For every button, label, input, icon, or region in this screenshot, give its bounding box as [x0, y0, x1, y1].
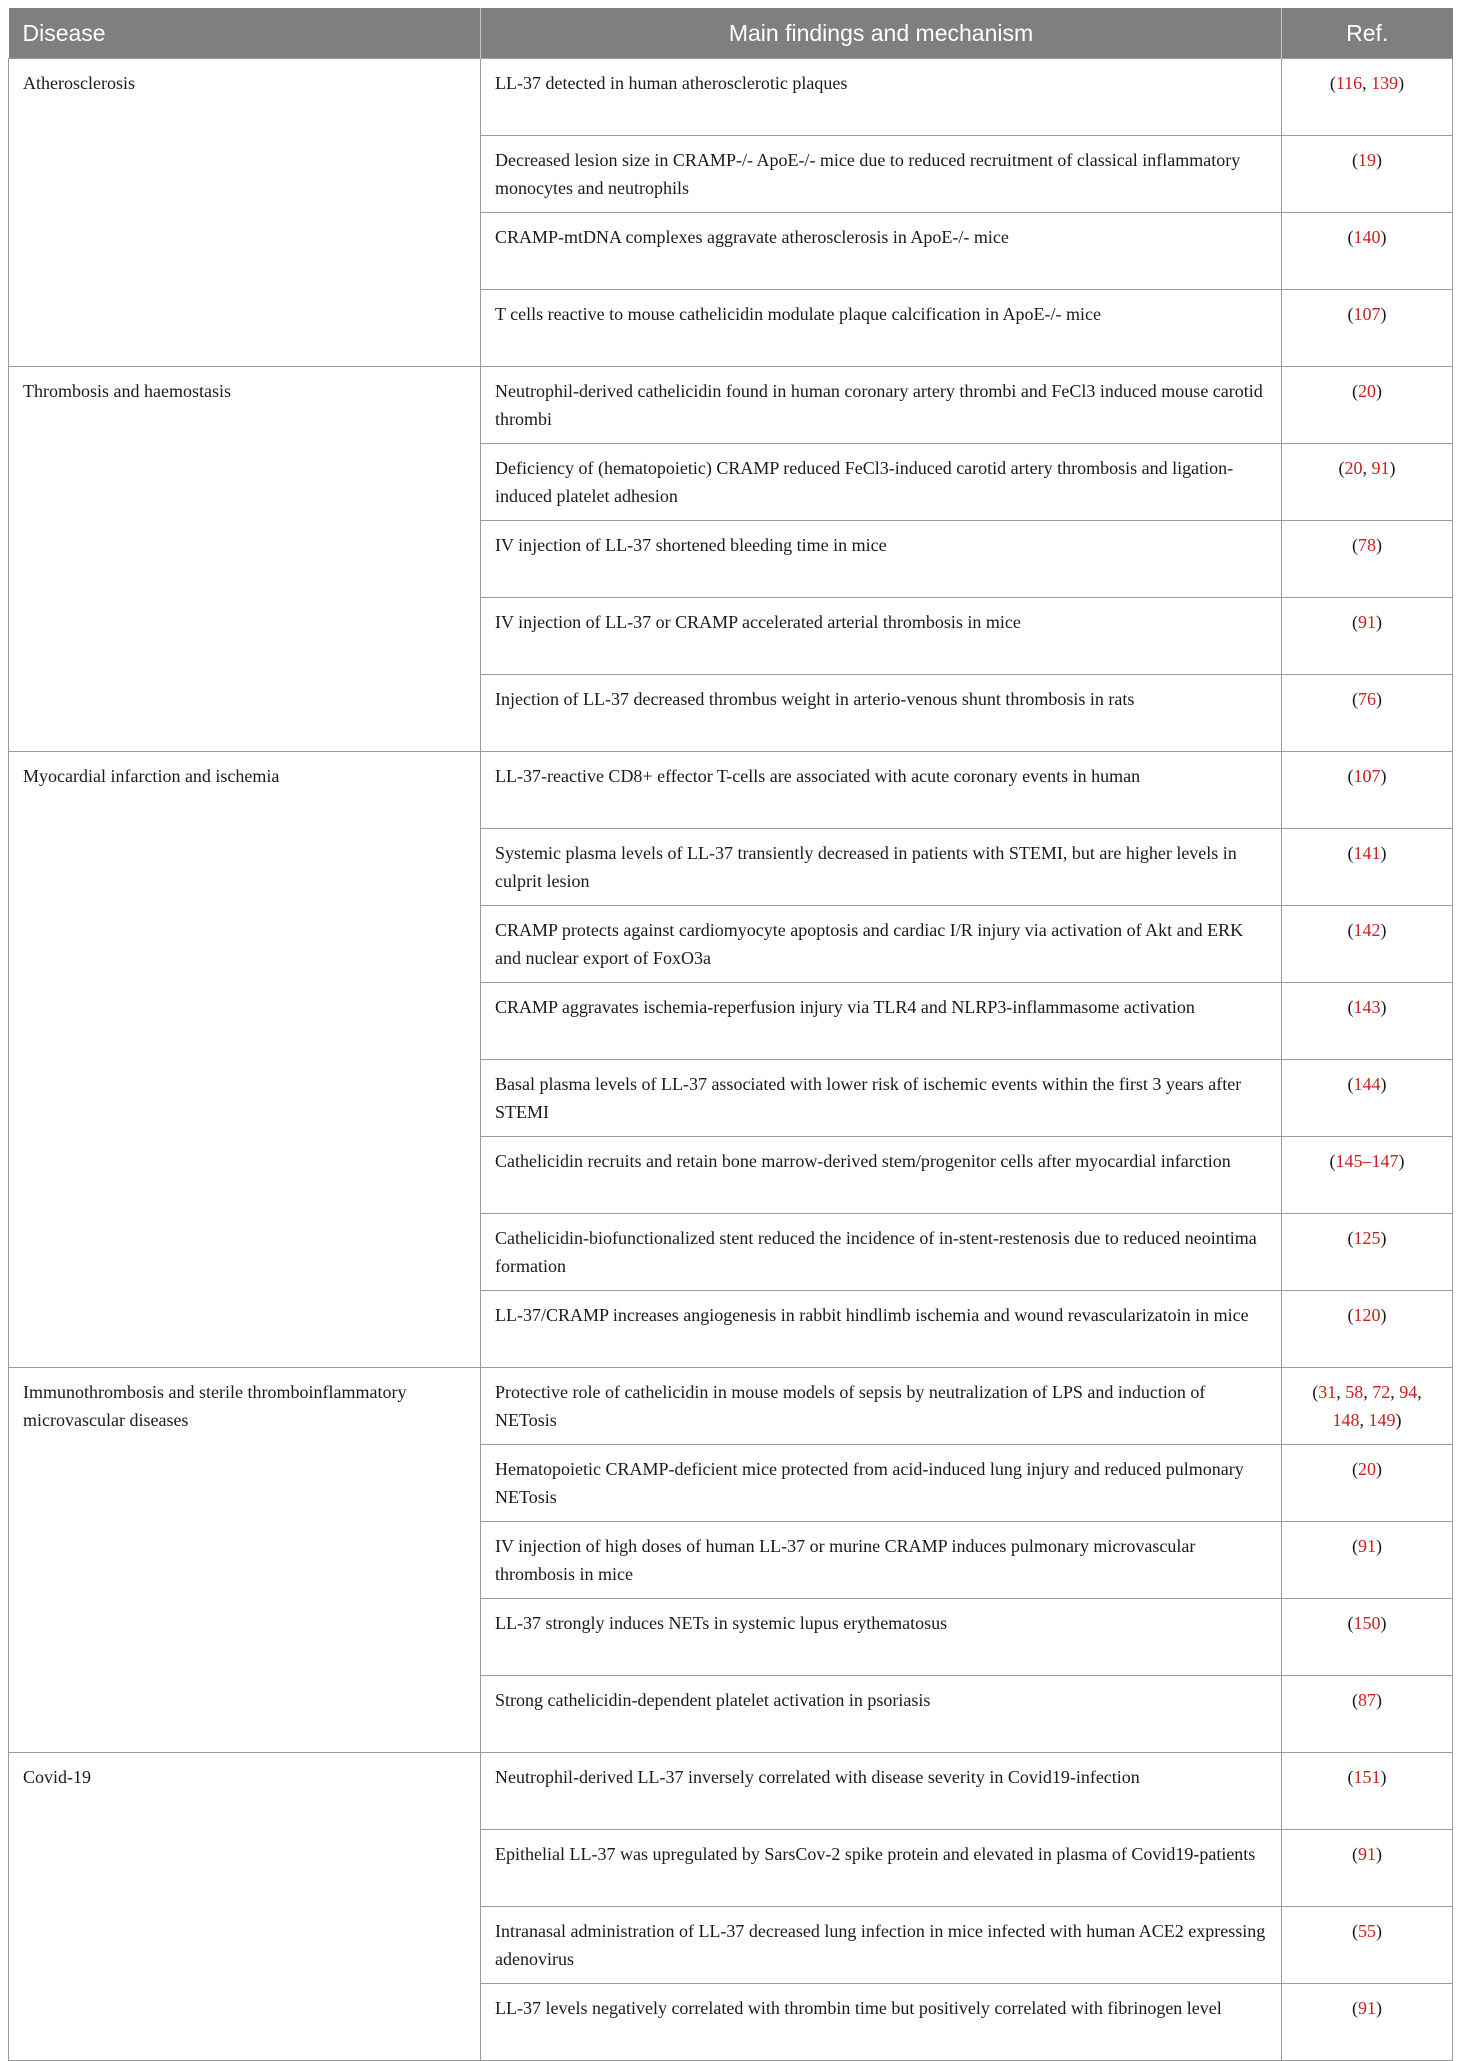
- reference-link[interactable]: 140: [1353, 227, 1381, 247]
- reference-link[interactable]: 19: [1358, 150, 1376, 170]
- ref-cell: (55): [1282, 1907, 1453, 1984]
- finding-cell: T cells reactive to mouse cathelicidin modulate plaque calcification in ApoE-/- mice: [481, 290, 1282, 367]
- disease-cell: Thrombosis and haemostasis: [9, 367, 481, 752]
- ref-cell: (20): [1282, 367, 1453, 444]
- finding-cell: LL-37-reactive CD8+ effector T-cells are associated with acute coronary events in human: [481, 752, 1282, 829]
- header-ref: Ref.: [1282, 8, 1453, 59]
- reference-link[interactable]: 91: [1358, 612, 1376, 632]
- finding-cell: CRAMP aggravates ischemia-reperfusion injury via TLR4 and NLRP3-inflammasome activation: [481, 983, 1282, 1060]
- ref-cell: (151): [1282, 1753, 1453, 1830]
- reference-link[interactable]: 20: [1344, 458, 1363, 478]
- reference-link[interactable]: 107: [1353, 766, 1381, 786]
- reference-link[interactable]: 143: [1353, 997, 1381, 1017]
- table-row: [9, 367, 1453, 444]
- reference-link[interactable]: 91: [1358, 1536, 1376, 1556]
- table-header-row: [9, 8, 1453, 59]
- reference-link[interactable]: 144: [1353, 1074, 1381, 1094]
- reference-link[interactable]: 58: [1345, 1382, 1364, 1402]
- ref-cell: (19): [1282, 136, 1453, 213]
- finding-cell: IV injection of LL-37 or CRAMP accelerated arterial thrombosis in mice: [481, 598, 1282, 675]
- reference-link[interactable]: 145–147: [1335, 1151, 1399, 1171]
- ref-cell: (144): [1282, 1060, 1453, 1137]
- finding-cell: CRAMP protects against cardiomyocyte apoptosis and cardiac I/R injury via activation of Akt and ERK and nuclear export of FoxO3a: [481, 906, 1282, 983]
- finding-cell: IV injection of LL-37 shortened bleeding time in mice: [481, 521, 1282, 598]
- reference-link[interactable]: 31: [1318, 1382, 1337, 1402]
- ref-cell: (142): [1282, 906, 1453, 983]
- ref-cell: (145–147): [1282, 1137, 1453, 1214]
- finding-cell: Basal plasma levels of LL-37 associated with lower risk of ischemic events within the first 3 years after STEMI: [481, 1060, 1282, 1137]
- disease-cell: Immunothrombosis and sterile thromboinflammatory microvascular diseases: [9, 1368, 481, 1753]
- disease-cell: Myocardial infarction and ischemia: [9, 752, 481, 1368]
- disease-cell: Atherosclerosis: [9, 59, 481, 367]
- table-row: [9, 59, 1453, 136]
- reference-link[interactable]: 116: [1335, 73, 1363, 93]
- finding-cell: LL-37 levels negatively correlated with thrombin time but positively correlated with fibrinogen level: [481, 1984, 1282, 2061]
- ref-cell: (116, 139): [1282, 59, 1453, 136]
- ref-cell: (20, 91): [1282, 444, 1453, 521]
- header-findings: Main findings and mechanism: [481, 8, 1282, 59]
- findings-table: [8, 8, 1453, 2061]
- header-disease: Disease: [9, 8, 481, 59]
- finding-cell: Decreased lesion size in CRAMP-/- ApoE-/- mice due to reduced recruitment of classical inflammatory monocytes and neutrophils: [481, 136, 1282, 213]
- reference-link[interactable]: 55: [1358, 1921, 1376, 1941]
- finding-cell: Cathelicidin recruits and retain bone marrow-derived stem/progenitor cells after myocardial infarction: [481, 1137, 1282, 1214]
- ref-cell: (107): [1282, 752, 1453, 829]
- reference-link[interactable]: 139: [1371, 73, 1399, 93]
- finding-cell: Deficiency of (hematopoietic) CRAMP reduced FeCl3-induced carotid artery thrombosis and ligation-induced platelet adhesion: [481, 444, 1282, 521]
- ref-cell: (140): [1282, 213, 1453, 290]
- reference-link[interactable]: 91: [1371, 458, 1390, 478]
- reference-link[interactable]: 148: [1332, 1410, 1360, 1430]
- reference-link[interactable]: 149: [1368, 1410, 1396, 1430]
- ref-cell: (141): [1282, 829, 1453, 906]
- reference-link[interactable]: 107: [1353, 304, 1381, 324]
- reference-link[interactable]: 142: [1353, 920, 1381, 940]
- findings-table-container: [8, 8, 1452, 2061]
- reference-link[interactable]: 20: [1358, 1459, 1376, 1479]
- finding-cell: CRAMP-mtDNA complexes aggravate atherosclerosis in ApoE-/- mice: [481, 213, 1282, 290]
- ref-cell: (150): [1282, 1599, 1453, 1676]
- finding-cell: Intranasal administration of LL-37 decreased lung infection in mice infected with human ACE2 expressing adenovirus: [481, 1907, 1282, 1984]
- ref-cell: (91): [1282, 1830, 1453, 1907]
- finding-cell: LL-37/CRAMP increases angiogenesis in rabbit hindlimb ischemia and wound revascularizatoin in mice: [481, 1291, 1282, 1368]
- finding-cell: IV injection of high doses of human LL-37 or murine CRAMP induces pulmonary microvascular thrombosis in mice: [481, 1522, 1282, 1599]
- finding-cell: Cathelicidin-biofunctionalized stent reduced the incidence of in-stent-restenosis due to reduced neointima formation: [481, 1214, 1282, 1291]
- finding-cell: Injection of LL-37 decreased thrombus weight in arterio-venous shunt thrombosis in rats: [481, 675, 1282, 752]
- ref-cell: (143): [1282, 983, 1453, 1060]
- reference-link[interactable]: 150: [1353, 1613, 1381, 1633]
- ref-cell: (107): [1282, 290, 1453, 367]
- finding-cell: Strong cathelicidin-dependent platelet activation in psoriasis: [481, 1676, 1282, 1753]
- reference-link[interactable]: 20: [1358, 381, 1376, 401]
- finding-cell: Neutrophil-derived cathelicidin found in human coronary artery thrombi and FeCl3 induced mouse carotid thrombi: [481, 367, 1282, 444]
- reference-link[interactable]: 91: [1358, 1998, 1376, 2018]
- ref-cell: (78): [1282, 521, 1453, 598]
- table-row: [9, 1753, 1453, 1830]
- table-row: [9, 1368, 1453, 1445]
- ref-cell: (125): [1282, 1214, 1453, 1291]
- disease-cell: Covid-19: [9, 1753, 481, 2061]
- ref-cell: (76): [1282, 675, 1453, 752]
- ref-cell: (87): [1282, 1676, 1453, 1753]
- finding-cell: LL-37 detected in human atherosclerotic plaques: [481, 59, 1282, 136]
- reference-link[interactable]: 141: [1353, 843, 1381, 863]
- ref-cell: (91): [1282, 598, 1453, 675]
- reference-link[interactable]: 78: [1358, 535, 1376, 555]
- finding-cell: Neutrophil-derived LL-37 inversely correlated with disease severity in Covid19-infection: [481, 1753, 1282, 1830]
- ref-cell: (91): [1282, 1984, 1453, 2061]
- ref-cell: (20): [1282, 1445, 1453, 1522]
- finding-cell: Protective role of cathelicidin in mouse models of sepsis by neutralization of LPS and induction of NETosis: [481, 1368, 1282, 1445]
- reference-link[interactable]: 120: [1353, 1305, 1381, 1325]
- ref-cell: (120): [1282, 1291, 1453, 1368]
- reference-link[interactable]: 72: [1372, 1382, 1391, 1402]
- table-row: [9, 752, 1453, 829]
- finding-cell: LL-37 strongly induces NETs in systemic lupus erythematosus: [481, 1599, 1282, 1676]
- table-body: [9, 59, 1453, 2061]
- reference-link[interactable]: 94: [1399, 1382, 1418, 1402]
- finding-cell: Systemic plasma levels of LL-37 transiently decreased in patients with STEMI, but are higher levels in culprit lesion: [481, 829, 1282, 906]
- reference-link[interactable]: 91: [1358, 1844, 1376, 1864]
- reference-link[interactable]: 151: [1353, 1767, 1381, 1787]
- ref-cell: (31, 58, 72, 94, 148, 149): [1282, 1368, 1453, 1445]
- finding-cell: Hematopoietic CRAMP-deficient mice protected from acid-induced lung injury and reduced pulmonary NETosis: [481, 1445, 1282, 1522]
- reference-link[interactable]: 125: [1353, 1228, 1381, 1248]
- reference-link[interactable]: 87: [1358, 1690, 1376, 1710]
- ref-cell: (91): [1282, 1522, 1453, 1599]
- reference-link[interactable]: 76: [1358, 689, 1376, 709]
- finding-cell: Epithelial LL-37 was upregulated by SarsCov-2 spike protein and elevated in plasma of Covid19-patients: [481, 1830, 1282, 1907]
